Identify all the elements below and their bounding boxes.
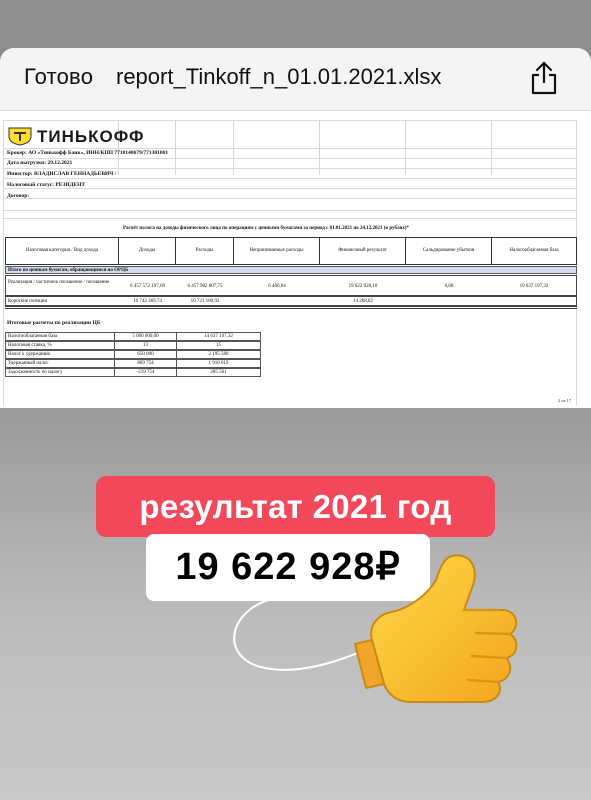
- tinkoff-logo: [7, 126, 145, 146]
- row-label: Реализация / частичное погашение / погашение: [8, 280, 110, 285]
- table-row: [5, 275, 577, 296]
- cell-taxable-base: 19 637 197,32: [519, 284, 549, 289]
- cell-financial-result: 14 268,82: [353, 299, 373, 304]
- page-number: 2 из 17: [558, 398, 572, 403]
- summary-label: Удержанный налог: [5, 359, 115, 368]
- header-loss-offset: Сальдирование убытков: [406, 238, 492, 264]
- summary-title: Итоговые расчеты по реализации ЦБ: [7, 320, 101, 326]
- table-header: [5, 237, 577, 265]
- logo-text: ТИНЬКОФФ: [37, 127, 145, 146]
- tinkoff-shield-icon: [7, 126, 33, 146]
- header-expenses: Расходы: [176, 238, 234, 264]
- cell-expenses: 10 721 100,92: [190, 299, 220, 304]
- spreadsheet-page[interactable]: [0, 116, 591, 408]
- summary-value-15: 2 195 580: [177, 350, 261, 359]
- cell-nondeductible: 6 460,04: [268, 284, 286, 289]
- summary-value-15: 285 561: [177, 368, 261, 377]
- export-date-line: Дата выгрузки: 29.12.2021: [7, 160, 73, 166]
- row-label: Короткие позиции: [8, 299, 48, 304]
- summary-value-15: 14 637 197,32: [177, 332, 261, 341]
- header-nondeductible: Непринимаемые расходы: [234, 238, 320, 264]
- cell-loss-offset: 0,00: [444, 284, 454, 289]
- headline-text: результат 2021 год: [139, 488, 452, 525]
- header-income: Доходы: [119, 238, 176, 264]
- summary-row: [5, 359, 260, 368]
- thumbs-up-icon: [352, 548, 522, 708]
- share-icon[interactable]: [528, 60, 560, 96]
- summary-label: Налог к удержанию: [5, 350, 115, 359]
- summary-row: [5, 368, 260, 377]
- summary-row: [5, 332, 260, 341]
- summary-row: [5, 341, 260, 350]
- summary-value-13: 869 754: [115, 359, 177, 368]
- cell-income: 10 742 369,74: [133, 299, 162, 304]
- cell-financial-result: 19 622 928,10: [348, 284, 378, 289]
- section-orcb: Итого по ценным бумагам, обращающимся на ОРЦБ: [5, 266, 577, 274]
- table-row: [5, 296, 577, 306]
- summary-label: Налоговая ставка, %: [5, 341, 115, 350]
- summary-label: Задолженность по налогу: [5, 368, 115, 377]
- cell-expenses: 6 457 982 807,75: [187, 284, 223, 289]
- divider: [5, 306, 577, 309]
- file-name: report_Tinkoff_n_01.01.2021.xlsx: [116, 64, 442, 89]
- header-taxable-base: Налогооблагаемая база: [509, 247, 559, 253]
- summary-value-13: 5 000 000,00: [115, 332, 177, 341]
- header-category: Налоговая категория / Вид дохода: [6, 238, 119, 264]
- file-viewer: [0, 48, 591, 408]
- headline-banner: [96, 476, 495, 537]
- summary-value-15: 15: [177, 341, 261, 350]
- viewer-toolbar: [0, 48, 591, 111]
- broker-line: Брокер: АО «Тинькофф Банк», ИНН/КПП 7710140679/771301001: [7, 150, 169, 156]
- amount-text: 19 622 928₽: [175, 546, 401, 588]
- tax-status-line: Налоговый статус: РЕЗИДЕНТ: [7, 182, 86, 188]
- spreadsheet: [3, 120, 577, 405]
- summary-value-13: 650 000: [115, 350, 177, 359]
- done-button[interactable]: Готово: [24, 64, 94, 89]
- summary-value-13: 13: [115, 341, 177, 350]
- summary-row: [5, 350, 260, 359]
- summary-label: Налогооблагаемая база: [5, 332, 115, 341]
- investor-line: Инвестор: ВЛАДИСЛАВ ГЕННАДЬЕВИЧ /: [7, 171, 117, 177]
- summary-value-13: -219 754: [115, 368, 177, 377]
- header-financial-result: Финансовый результат: [320, 238, 406, 264]
- table-title: Расчёт налога на доходы физического лица по операциям с ценными бумагами за период с 01.01.2021 по 24.12.2021 (в рублях)*: [123, 226, 410, 231]
- summary-value-15: 1 910 019: [177, 359, 261, 368]
- background-band: [0, 0, 591, 48]
- contract-line: Договор:: [7, 193, 30, 199]
- cell-income: 6 457 572 197,69: [130, 284, 165, 289]
